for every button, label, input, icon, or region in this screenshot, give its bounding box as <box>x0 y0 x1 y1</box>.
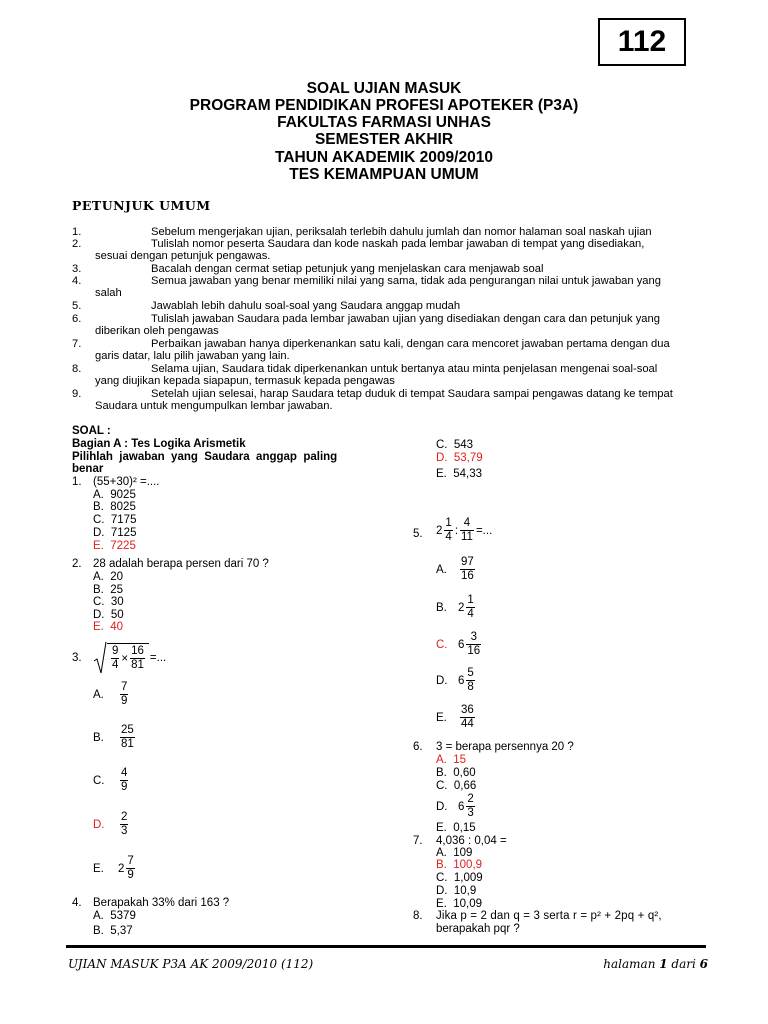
instruction-text: Setelah ujian selesai, harap Saudara tetap duduk di tempat Saudara sampai pengawas datang ke tempat <box>151 388 673 400</box>
title-line-3: FAKULTAS FARMASI UNHAS <box>277 114 491 131</box>
option: C. 30 <box>93 596 124 608</box>
option: A. $\frac{97}{16}$ <box>436 556 474 582</box>
fraction: $\frac{9}{4}$ <box>112 645 119 671</box>
instruction-continuation: Saudara untuk mengumpulkan lembar jawaban. <box>95 400 333 413</box>
instruction-number: 7. <box>72 338 82 350</box>
option: C. 1,009 <box>436 872 483 884</box>
fraction: $\frac{2}{3}$ <box>121 811 128 837</box>
option: B. 25 <box>93 584 124 596</box>
option: C. 543 <box>436 439 474 451</box>
bagian-heading: Bagian A : Tes Logika Arismetik <box>72 438 246 450</box>
instruction-item <box>72 313 712 337</box>
instruction-item <box>72 238 712 262</box>
instruction-text: Selama ujian, Saudara tidak diperkenankan untuk bertanya atau minta penjelasan mengenai soal-soal <box>151 363 658 375</box>
option-answer: E. 40 <box>93 621 124 633</box>
instruction-number: 9. <box>72 388 82 400</box>
question-number: 2. <box>72 558 82 570</box>
instruction-continuation: diberikan oleh pengawas <box>95 325 219 338</box>
question-stem-cont: berapakah pqr ? <box>436 923 520 935</box>
option: B. 8025 <box>93 501 136 513</box>
option: C. 0,66 <box>436 780 477 792</box>
title-line-5: TAHUN AKADEMIK 2009/2010 <box>275 149 493 166</box>
instruction-text: Tulislah jawaban Saudara pada lembar jawaban ujian yang disediakan dengan cara dan petunjuk yang <box>151 313 660 325</box>
question-stem: 28 adalah berapa persen dari 70 ? <box>93 558 269 570</box>
option: E. 0,15 <box>436 822 476 834</box>
sqrt-content <box>107 643 149 672</box>
instruction-text: Semua jawaban yang benar memiliki nilai yang sama, tidak ada pengurangan nilai untuk jawaban yang <box>151 275 661 287</box>
instruction-continuation: yang diujikan kepada siapapun, termasuk kepada pengawas <box>95 375 395 388</box>
instruction-number: 3. <box>72 263 82 275</box>
question-stem: Jika p = 2 dan q = 3 serta r = p² + 2pq + q², <box>436 910 662 922</box>
option: A. 20 <box>93 571 124 583</box>
pilih-instruction-cont: benar <box>72 463 104 475</box>
question-stem: (55+30)² =.... <box>93 476 160 488</box>
instruction-item <box>72 388 712 412</box>
title-line-4: SEMESTER AKHIR <box>314 131 454 148</box>
option: A. $\frac{7}{9}$ <box>93 681 128 707</box>
option: D. 50 <box>93 609 124 621</box>
option-answer: C. 6 $\frac{3}{16}$ <box>436 631 481 657</box>
fraction: $\frac{7}{9}$ <box>127 855 134 881</box>
option: B. $\frac{25}{81}$ <box>93 724 134 750</box>
option-answer: B. 100,9 <box>436 859 483 871</box>
option: B. 2 $\frac{1}{4}$ <box>436 594 474 620</box>
question-number: 5. <box>413 528 423 540</box>
instruction-number: 2. <box>72 238 82 250</box>
fraction: $\frac{1}{4}$ <box>467 594 474 620</box>
sqrt-icon <box>93 641 107 675</box>
question-stem: Berapakah 33% dari 163 ? <box>93 897 230 909</box>
equals-dots: =... <box>149 652 167 664</box>
option: A. 109 <box>436 847 473 859</box>
option: D. 10,9 <box>436 885 477 897</box>
question-number: 3. <box>72 652 82 664</box>
fraction: $\frac{2}{3}$ <box>467 793 474 819</box>
fraction: $\frac{3}{16}$ <box>467 631 481 657</box>
question-formula: 2 $\frac{1}{4}$ : $\frac{4}{11}$ =... <box>436 517 493 543</box>
fraction: $\frac{36}{44}$ <box>461 704 474 730</box>
instruction-number: 1. <box>72 226 82 238</box>
instruction-item <box>72 338 712 362</box>
option: A. 5379 <box>93 910 136 922</box>
question-formula <box>93 641 166 675</box>
instruction-text: Jawablah lebih dahulu soal-soal yang Saudara anggap mudah <box>151 300 461 312</box>
title-line-2: PROGRAM PENDIDIKAN PROFESI APOTEKER (P3A) <box>189 97 579 114</box>
pilih-instruction: Pilihlah jawaban yang Saudara anggap paling <box>72 451 338 463</box>
footer-rule <box>66 945 706 948</box>
footer-exam-title: UJIAN MASUK P3A AK 2009/2010 (112) <box>68 957 314 971</box>
option: B. 0,60 <box>436 767 476 779</box>
fraction: $\frac{5}{8}$ <box>467 667 474 693</box>
option: D. 6 $\frac{2}{3}$ <box>436 793 474 819</box>
instruction-text: Tulislah nomor peserta Saudara dan kode naskah pada lembar jawaban di tempat yang disediakan, <box>151 238 645 250</box>
title-line-1: SOAL UJIAN MASUK <box>306 80 462 97</box>
option: D. 7125 <box>93 527 137 539</box>
instruction-item <box>72 226 712 238</box>
question-number: 4. <box>72 897 82 909</box>
fraction: $\frac{4}{11}$ <box>461 517 473 543</box>
option: E. 2 $\frac{7}{9}$ <box>93 855 134 881</box>
instruction-item <box>72 263 712 275</box>
times-sign: × <box>121 652 129 665</box>
option: E. $\frac{36}{44}$ <box>436 704 474 730</box>
fraction: $\frac{4}{9}$ <box>121 767 128 793</box>
option: E. 54,33 <box>436 468 483 480</box>
option: C. $\frac{4}{9}$ <box>93 767 128 793</box>
fraction: $\frac{25}{81}$ <box>121 724 134 750</box>
question-number: 1. <box>72 476 82 488</box>
instruction-continuation: salah <box>95 287 122 300</box>
question-number: 8. <box>413 910 423 922</box>
option: E. 10,09 <box>436 898 483 910</box>
question-number: 6. <box>413 741 423 753</box>
question-number: 7. <box>413 835 423 847</box>
fraction: $\frac{16}{81}$ <box>131 645 144 671</box>
option: C. 7175 <box>93 514 137 526</box>
fraction: $\frac{1}{4}$ <box>445 517 452 543</box>
exam-code-box <box>598 18 686 66</box>
question-stem: 3 = berapa persennya 20 ? <box>436 741 574 753</box>
exam-code: 112 <box>617 25 667 58</box>
option-answer: E. 7225 <box>93 540 136 552</box>
option: B. 5,37 <box>93 925 133 937</box>
option-answer: D. $\frac{2}{3}$ <box>93 811 128 837</box>
page-number: 1 <box>659 957 668 971</box>
option-answer: A. 15 <box>436 754 467 766</box>
question-stem: 4,036 : 0,04 = <box>436 835 507 847</box>
instruction-continuation: sesuai dengan petunjuk pengawas. <box>95 250 271 263</box>
instruction-text: Sebelum mengerjakan ujian, periksalah terlebih dahulu jumlah dan nomor halaman soal naskah ujian <box>151 226 652 238</box>
instruction-text: Bacalah dengan cermat setiap petunjuk yang menjelaskan cara menjawab soal <box>151 263 544 275</box>
fraction: $\frac{7}{9}$ <box>121 681 128 707</box>
instruction-text: Perbaikan jawaban hanya diperkenankan satu kali, dengan cara mencoret jawaban pertama dengan dua <box>151 338 670 350</box>
instruction-continuation: garis datar, lalu pilih jawaban yang lain. <box>95 350 290 363</box>
instruction-item <box>72 363 712 387</box>
option: A. 9025 <box>93 489 136 501</box>
instruction-item <box>72 275 712 299</box>
option-answer: D. 53,79 <box>436 452 483 464</box>
petunjuk-heading: PETUNJUK UMUM <box>72 198 211 213</box>
footer-page-info: halaman 1 dari 6 <box>603 957 708 971</box>
page-total: 6 <box>699 957 708 971</box>
instruction-number: 5. <box>72 300 82 312</box>
instruction-number: 6. <box>72 313 82 325</box>
option: D. 6 $\frac{5}{8}$ <box>436 667 474 693</box>
instruction-item <box>72 300 712 312</box>
soal-heading: SOAL : <box>72 425 111 437</box>
title-line-6: TES KEMAMPUAN UMUM <box>289 166 479 183</box>
instruction-number: 4. <box>72 275 82 287</box>
fraction: $\frac{97}{16}$ <box>461 556 474 582</box>
instruction-number: 8. <box>72 363 82 375</box>
